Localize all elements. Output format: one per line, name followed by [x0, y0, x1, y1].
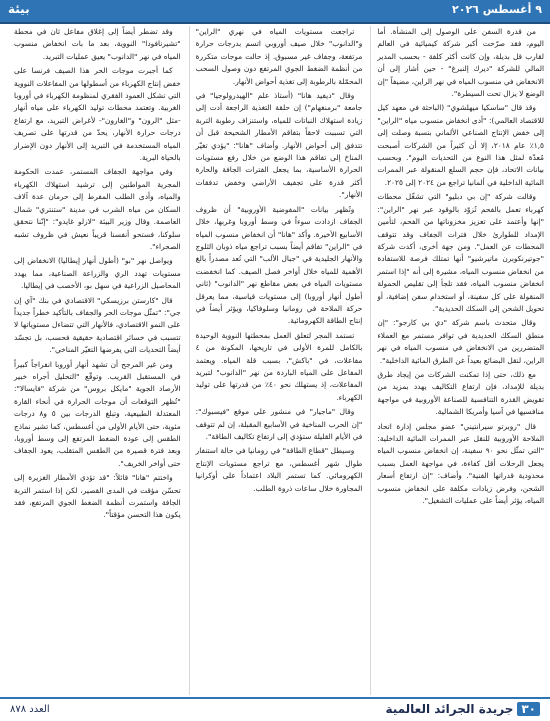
page-footer — [0, 697, 550, 721]
top-banner — [0, 0, 550, 22]
article-paragraph: وقالت شركة "إن بي دبليو" التي تشغّل محطات كهرباء تعمل بالفحم تُزوّد بالوقود عبر نهر "الراين": "إنها وأعتمد على تعزيز مخزوناتها من الفحم، لتأمين الإمداد للطوارئ خلال فترات الجفاف وقد تتوقف المحطات عن العمل". ومن جهة أخرى، أكدت شركة "جوتيرنكوبرن ماتيرشيو" أنها تمتلك فرصة للاستفادة من انخفاض منسوب المياه، مشيرة إلى أنه "إذا استمر انخفاض منسوب المياه، فقد تلجأ إلى تقليص الحمولة المنقولة على كل سفينة، أو استخدام سفن إضافية، أو تحويل الشحن إلى السكك الحديدية". — [377, 192, 544, 313]
article-column-left — [8, 26, 181, 695]
article-paragraph: ويواصل نهر "بو" (أطول أنهار إيطاليا) الانخفاض إلى مستويات تهدد الري والزراعة الصناعية، مما يهدد المحاصيل الزراعية في سهل بو، الأخصب في إيطاليا. — [13, 256, 181, 291]
article-paragraph: كما أجبرت موجات الحر هذا الصيف فرنسا على خفض إنتاج الكهرباء من أسطولها من المفاعلات النووية التي تشكل العمود الفقري لمنظومة الكهرباء في أوروبا الغربية. وتعتمد محطات توليد الكهرباء على مياه أنهار -مثل "الرون" و"الغارون"- لأغراض التبريد، مع ارتفاع درجات حرارة الأنهار، يحدّ من قدرتها على تصريف المياه المستخدمة في التبريد إلى الأنهار دون الإضرار بالحياة البرية. — [13, 66, 181, 163]
article-paragraph: تراجعت مستويات المياه في نهري "الراين" و"الدانوب" خلال صيف أوروبي اتسم بدرجات حرارة مرتفعة، وجفاف غير مسبوق. إذ حالت موجات متكررة من أنظمة الضغط الجوي المرتفع دون وصول السحب المحمّلة بالرطوبة إلى تغذية أحواض الأنهار. — [195, 27, 363, 86]
article-paragraph: قال "روبرتو سيرانتيني" عضو مجلس إدارة اتحاد الملاحة الأوروبية للنقل عبر الممرات المائية الداخلية: "التي تمثّل نحو ٩٠ سفينة، إن انخفاض منسوب المياه يجعل الرحلات أقل كفاءة، في مواجهة العمل بسبب محدودية قدراتها الفنية". وأضاف: "إن ارتفاع أسعار الشحن، وفرض زيادات مكلفة على انخفاض منسوب المياه، يؤثر أيضاً على عمليات التشغيل". — [377, 421, 544, 506]
issue-date: ٩ أغسطس ٢٠٢٦ — [452, 3, 542, 16]
section-title: بيئة — [8, 2, 30, 16]
article-column-middle — [189, 26, 363, 695]
article-column-right — [370, 26, 544, 695]
publication-name: جريدة الجرائد العالمية — [385, 702, 514, 716]
article-paragraph: تستمد المجر لتعلق العمل بمحطتها النووية الوحيدة بالكامل للمرة الأولى في تاريخها، المكونة من ٤ مفاعلات، في "باكش"، بسبب قلة المياه. ويعتمد المفاعل على المياه الباردة من نهر "الدانوب" لتبريد المفاعلات، إذ يستهلك نحو ٤٠٪ من قدرتها على توليد الكهرباء. — [195, 330, 363, 402]
article-paragraph: وقد تضطر أيضاً إلى إغلاق مفاعل ثان في محطة "تشيرنافودا" النووية، بعد ما بات انخفاض منسوب المياه في نهر "الدانوب" يعيق عمليات التبريد. — [13, 27, 181, 61]
article-paragraph: واختتم "هانا" قائلاً: "قد تؤدي الأمطار الغزيرة إلى تحسّن مؤقت في المدى القصير، لكن إذا استمر التربة الجافة واستمرت أنظمة الضغط الجوي المرتفع، فقد يكون هذا التحسن مؤقتاً". — [13, 473, 181, 520]
article-paragraph: ومن غير المرجح أن تشهد أنهار أوروبا انفراجاً كبيراً في المستقبل القريب. وتوقّع "التحليل أجراه خبير الأرصاد الجوية "مايكل بروس" من شركة "فايسالا": "تُظهر التوقعات أن موجات الحرارة في أنحاء القارة المعتدلة الطبيعية، وتبلغ الدرجات بين ٥ و٨ درجات مئوية، حتى الأيام الأولى من أغسطس، كما تشير نماذج الطقس إلى عودة الضغط المرتفع إلى وسط أوروبا، وبعد فترة قصيرة من الطقس المتقلب، يعود الجفاف حتى أواخر الخريف". — [13, 359, 181, 468]
article-paragraph: وفي مواجهة الجفاف المستمر، عمدت الحكومة المجرية المواطنين إلى ترشيد استهلاك الكهرباء والمياه، وأدى الطلب المفرط إلى حرمان عدة آلاف السكان من مياه الشرب في مدينة "ستنتري" شمال العاصمة. وقال وزير البيئة "لازلو غايدو": "إنّنا نتحقق سلوكنا، فستحو أنفسنا قريباً نعيش في ظروف تشبه الصحراء". — [13, 167, 181, 251]
article-paragraph: وقد قال "ساسكيا ميهلشوي" (الباحثة في معهد كيل للاقتصاد العالمي): "أدى انخفاض منسوب مياه "الراين" إلى خفض الإنتاج الصناعي الألماني بنسبة وصلت إلى ١,٥٪ عام ٢٠١٨، إلا أن كثيراً من الشركات أصبحت مُعدّة لمثل هذا النوع من التحديات اليوم". وبحسب بيانات الاتحاد، فإن حجم السلع المنقولة عبر الممرات المائية الداخلية في ألمانيا تراجع من ٢٠٢٤ إلى ٢٠٢٥. — [377, 103, 544, 187]
article-paragraph: من قدرة السفن على الوصول إلى المنشأة. أما اليوم، فقد صرّحت أكبر شركة كيميائية في العالم لقارب قل بديلة، وإن كانت أكثر كلفة - بحسب المدير المالي للشركة "ديرك إلنبرغ" - حين أشار إلى أن الانخفاض في منسوب المياه في نهر الراين، مضيفاً "إن الوضع لا يزال تحت السيطرة". — [377, 27, 544, 99]
article-body — [8, 26, 544, 695]
header-divider — [0, 22, 550, 24]
page-number: ٣٠ — [517, 702, 540, 716]
article-paragraph: وقال متحدث باسم شركة "دي بي كارجو": "إن منطق السكك الحديدية في توافر مستمر مع العملاء المتضررين من الانخفاض في منسوب المياه في نهر الراين، لنقل البضائع بعيداً عن الطرق المائية الداخلية". — [377, 318, 544, 365]
footer-publication — [385, 702, 540, 716]
article-paragraph: قال "كارستن برزيسكي" الاقتصادي في بنك "آي إن جي": "تمثّل موجات الحر والجفاف بالتأكيد خطراً جديداً على النمو الاقتصادي، فالأنهار التي تتضاءل مستوياتها لا تتسبب في خسائر اقتصادية حقيقية فحسب، بل تجسّد أيضاً التحديات التي يفرضها التغيّر المناخي". — [13, 295, 181, 355]
article-paragraph: وتُظهر بيانات "المفوضية الأوروبية" أن ظروف الجفاف ازدادت سوءاً في وسط أوروبا وغربها، خلال الأسابيع الأخيرة. وأكد "هانا" أن انخفاض منسوب المياه في "الراين" تفاقم أيضاً بسبب تراجع مياه ذوبان الثلوج والأنهار الجليدية في "جبال الألب" التي تُعد مصدراً بالغ الأهمية للمياه خلال أواخر فصل الصيف. كما انخفضت مستويات المياه في بعض مقاطع نهر "الدانوب" (ثاني أطول أنهار أوروبا) إلى مستويات قياسية، مما يعرقل حركة الملاحة في رومانيا وسلوفاكيا، ويؤثر أيضاً في إنتاج الطاقة الكهرومائية. — [195, 204, 363, 326]
article-paragraph: مع ذلك، حتى إذا تمكنت الشركات من إيجاد طرق بديلة للإمداد، فإن ارتفاع التكاليف يهدد بمزيد من تقويض القدرة التنافسية للصناعة الأوروبية في مواجهة منافسيها في آسيا وأمريكا الشمالية. — [377, 369, 544, 417]
article-paragraph: وقال "ديفيد هانا" (أستاذ علم "الهيدرولوجيا" في جامعة "برمنغهام") إن حلقة التغذية الراجعة أدت إلى زيادة استهلاك النباتات للمياه، واستنزاف رطوبة التربة التي تسببت لاحقاً بتفاقم الأمطار الشحيحة قبل أن تتدفق إلى أحواض الأنهار. وأضاف "هانا": "يؤدي تغيّر المناخ إلى تفاقم هذا الوضع من خلال رفع مستويات الحرارة الأساسية، بما يجعل الفترات الجافة والحارة أكثر قدرة على تجفيف الأراضي وخفض تدفقات الأنهار". — [195, 91, 363, 200]
article-paragraph: وقال "ماجيار" في منشور على موقع "فيسبوك": "إن الحرب المناخية في الأسابيع المقبلة، إن لم تتوقف في الأيام القليلة ستؤدي إلى ارتفاع تكاليف الطاقة". — [195, 407, 363, 441]
issue-number: العدد ٨٧٨ — [10, 704, 50, 715]
article-paragraph: وسيطل "قطاع الطاقة" في رومانيا في حالة استنفار طوال شهر أغسطس، مع تراجع مستويات الإنتاج الكهرومائي. كما تستمر البلاد اعتماداً على أوكرانيا المجاورة خلال ساعات ذروة الطلب. — [195, 446, 363, 493]
